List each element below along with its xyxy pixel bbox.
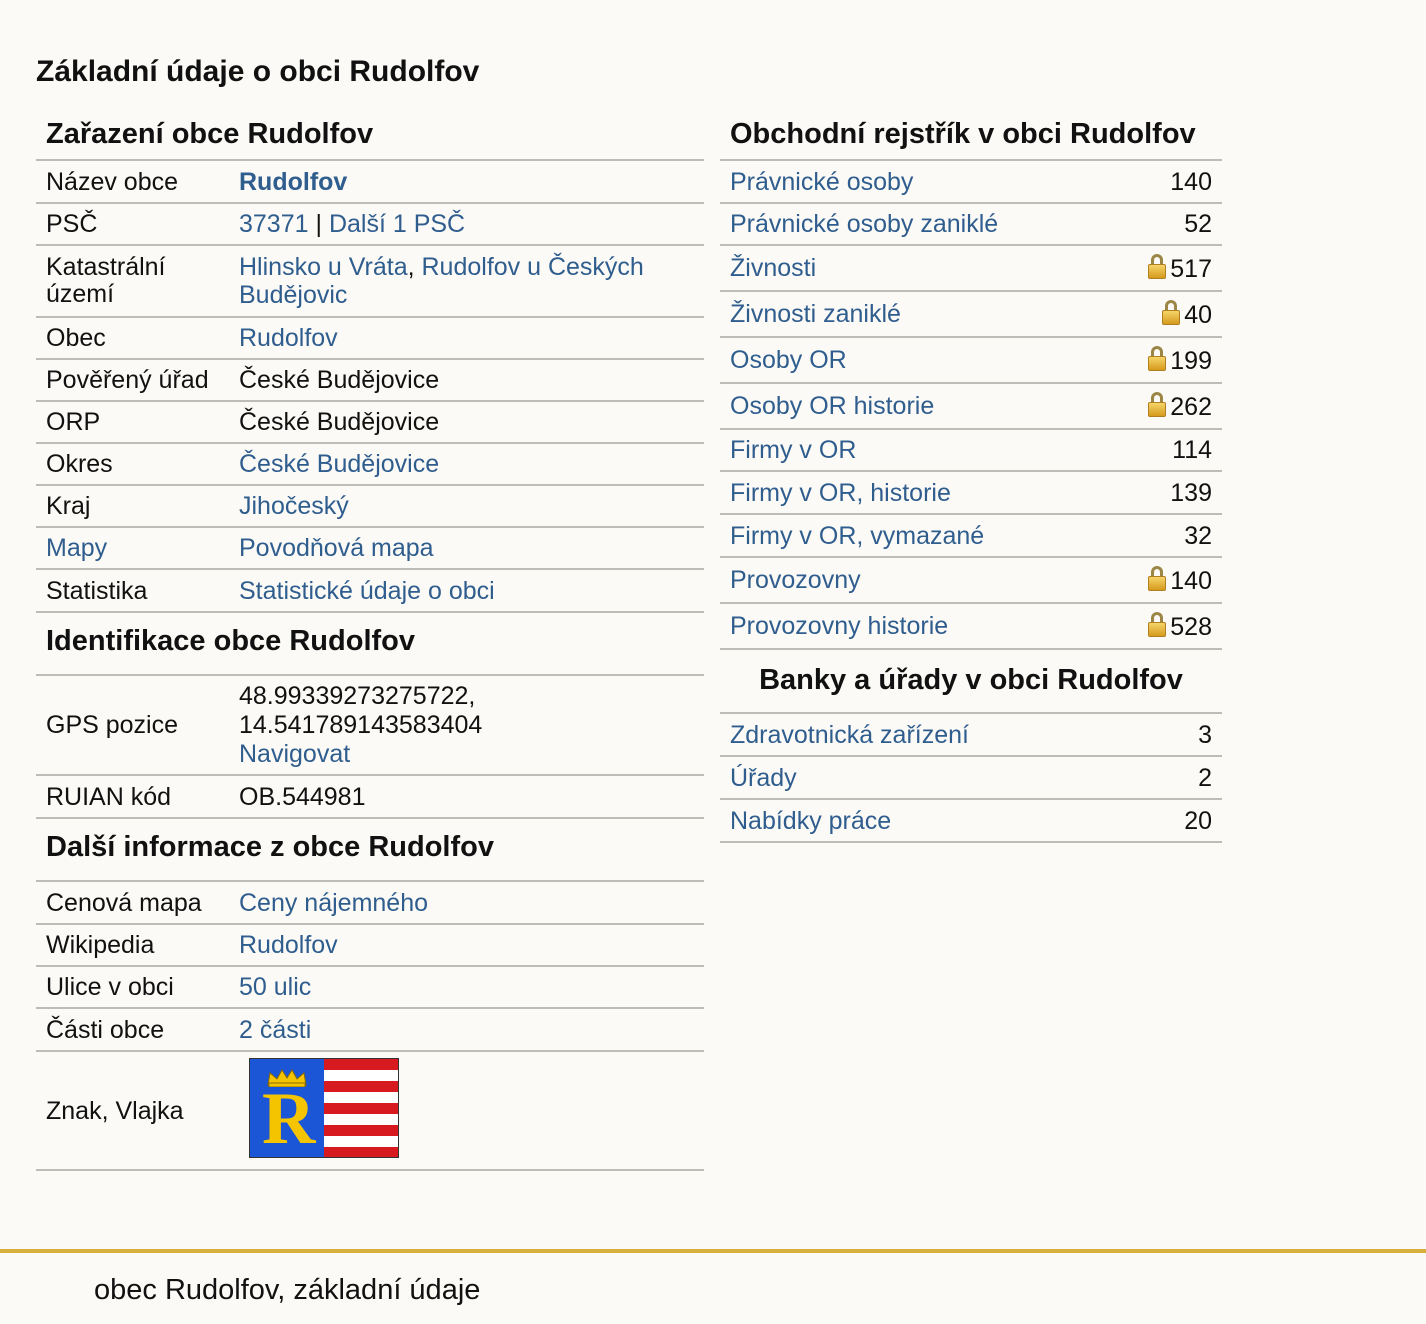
gps-lon: 14.541789143583404 xyxy=(239,710,483,739)
coat-letter: R xyxy=(262,1078,316,1157)
footer-text: obec Rudolfov, základní údaje xyxy=(94,1274,481,1306)
table-row xyxy=(36,569,704,612)
row-count: 114 xyxy=(1172,436,1212,464)
ulice-label: Ulice v obci xyxy=(36,966,229,1008)
footer-divider xyxy=(0,1249,1426,1253)
row-count: 20 xyxy=(1184,806,1212,835)
cenova-link[interactable]: Ceny nájemného xyxy=(239,888,429,917)
row-link[interactable]: Provozovny xyxy=(730,566,861,594)
psc-separator: | xyxy=(315,210,322,238)
navigovat-link[interactable]: Navigovat xyxy=(239,739,351,768)
table-row xyxy=(720,557,1222,603)
okres-label: Okres xyxy=(36,443,229,485)
lock-icon xyxy=(1148,254,1166,279)
gps-lat: 48.99339273275722, xyxy=(239,681,476,710)
lock-icon xyxy=(1148,346,1166,371)
table-row xyxy=(36,924,704,966)
table-row xyxy=(36,317,704,359)
povereny-label: Pověřený úřad xyxy=(36,359,229,401)
row-link[interactable]: Provozovny historie xyxy=(730,612,949,640)
row-count: 139 xyxy=(1170,478,1212,507)
table-row xyxy=(36,359,704,401)
table-row xyxy=(36,1051,704,1170)
table-row xyxy=(720,203,1222,245)
obec-link[interactable]: Rudolfov xyxy=(239,324,338,352)
row-link[interactable]: Živnosti xyxy=(730,254,817,282)
section-title-dalsi: Další informace z obce Rudolfov xyxy=(36,819,704,882)
lock-icon xyxy=(1148,566,1166,591)
table-row xyxy=(36,882,704,924)
table-row xyxy=(720,337,1222,383)
row-link[interactable]: Firmy v OR xyxy=(730,436,857,464)
zarazeni-table xyxy=(36,161,704,613)
lock-icon xyxy=(1162,300,1180,325)
row-count: 3 xyxy=(1198,720,1212,749)
table-row xyxy=(36,161,704,203)
section-title-banky: Banky a úřady v obci Rudolfov xyxy=(720,650,1222,714)
psc-more-link[interactable]: Další 1 PSČ xyxy=(328,210,466,238)
nazev-label: Název obce xyxy=(36,161,229,203)
row-link[interactable]: Úřady xyxy=(730,763,797,792)
row-count: 40 xyxy=(1184,300,1212,329)
orp-value: České Budějovice xyxy=(229,401,704,443)
flag-icon xyxy=(324,1059,398,1157)
table-row xyxy=(36,245,704,317)
banky-table xyxy=(720,714,1222,843)
coat-of-arms-icon xyxy=(250,1059,324,1157)
table-row xyxy=(36,203,704,245)
page-title: Základní údaje o obci Rudolfov xyxy=(36,55,480,88)
ulice-link[interactable]: 50 ulic xyxy=(239,973,312,1001)
table-row xyxy=(720,471,1222,514)
table-row xyxy=(36,443,704,485)
row-link[interactable]: Zdravotnická zařízení xyxy=(730,720,969,749)
dalsi-table xyxy=(36,882,704,1171)
row-count: 2 xyxy=(1198,763,1212,792)
table-row xyxy=(720,429,1222,471)
right-column xyxy=(720,110,1222,843)
table-row xyxy=(36,1008,704,1051)
wiki-link[interactable]: Rudolfov xyxy=(239,931,338,959)
table-row xyxy=(720,291,1222,337)
statistika-link[interactable]: Statistické údaje o obci xyxy=(239,576,495,605)
povodnova-mapa-link[interactable]: Povodňová mapa xyxy=(239,534,434,562)
table-row xyxy=(36,966,704,1008)
table-row xyxy=(720,756,1222,799)
psc-link[interactable]: 37371 xyxy=(239,210,309,238)
row-link[interactable]: Osoby OR xyxy=(730,346,847,374)
row-link[interactable]: Právnické osoby zaniklé xyxy=(730,210,999,238)
povereny-value: České Budějovice xyxy=(229,359,704,401)
table-row xyxy=(720,714,1222,756)
mapy-link[interactable]: Mapy xyxy=(46,534,108,562)
casti-link[interactable]: 2 části xyxy=(239,1015,312,1044)
coat-and-flag[interactable] xyxy=(249,1058,399,1158)
nazev-link[interactable]: Rudolfov xyxy=(239,167,348,196)
wiki-label: Wikipedia xyxy=(36,924,229,966)
table-row xyxy=(720,514,1222,557)
table-row xyxy=(36,676,704,775)
section-title-identifikace: Identifikace obce Rudolfov xyxy=(36,613,704,676)
table-row xyxy=(36,527,704,569)
cenova-label: Cenová mapa xyxy=(36,882,229,924)
statistika-label: Statistika xyxy=(36,569,229,612)
row-count: 140 xyxy=(1170,566,1212,595)
katastr-separator: , xyxy=(407,253,415,281)
row-count: 140 xyxy=(1170,167,1212,196)
row-count: 528 xyxy=(1170,612,1212,641)
table-row xyxy=(720,603,1222,649)
row-link[interactable]: Právnické osoby xyxy=(730,167,914,196)
kraj-link[interactable]: Jihočeský xyxy=(239,492,349,520)
znak-label: Znak, Vlajka xyxy=(36,1051,229,1170)
row-count: 517 xyxy=(1170,254,1212,283)
table-row xyxy=(36,775,704,818)
table-row xyxy=(720,799,1222,842)
table-row xyxy=(720,161,1222,203)
kraj-label: Kraj xyxy=(36,485,229,527)
casti-label: Části obce xyxy=(36,1008,229,1051)
row-count: 52 xyxy=(1184,210,1212,238)
row-count: 262 xyxy=(1170,392,1212,421)
katastr-label: Katastrální území xyxy=(36,245,229,317)
row-link[interactable]: Nabídky práce xyxy=(730,806,892,835)
table-row xyxy=(720,245,1222,291)
lock-icon xyxy=(1148,612,1166,637)
left-column xyxy=(36,110,704,1171)
table-row xyxy=(720,383,1222,429)
orp-label: ORP xyxy=(36,401,229,443)
ruian-value: OB.544981 xyxy=(229,775,704,818)
rejstrik-table xyxy=(720,161,1222,650)
table-row xyxy=(36,485,704,527)
row-link[interactable]: Osoby OR historie xyxy=(730,392,935,420)
row-count: 32 xyxy=(1184,521,1212,550)
section-title-zarazeni: Zařazení obce Rudolfov xyxy=(36,110,704,161)
row-link[interactable]: Firmy v OR, historie xyxy=(730,478,951,507)
row-link[interactable]: Živnosti zaniklé xyxy=(730,300,901,328)
row-count: 199 xyxy=(1170,346,1212,375)
psc-label: PSČ xyxy=(36,203,229,245)
katastr-link-1[interactable]: Hlinsko u Vráta xyxy=(239,253,408,281)
row-link[interactable]: Firmy v OR, vymazané xyxy=(730,521,985,550)
katastr-link-2[interactable]: Rudolfov u Českých Budějovic xyxy=(239,253,644,309)
section-title-rejstrik: Obchodní rejstřík v obci Rudolfov xyxy=(720,110,1222,161)
gps-label: GPS pozice xyxy=(36,676,229,775)
okres-link[interactable]: České Budějovice xyxy=(239,450,440,478)
lock-icon xyxy=(1148,392,1166,417)
identifikace-table xyxy=(36,676,704,819)
ruian-label: RUIAN kód xyxy=(36,775,229,818)
table-row xyxy=(36,401,704,443)
obec-label: Obec xyxy=(36,317,229,359)
